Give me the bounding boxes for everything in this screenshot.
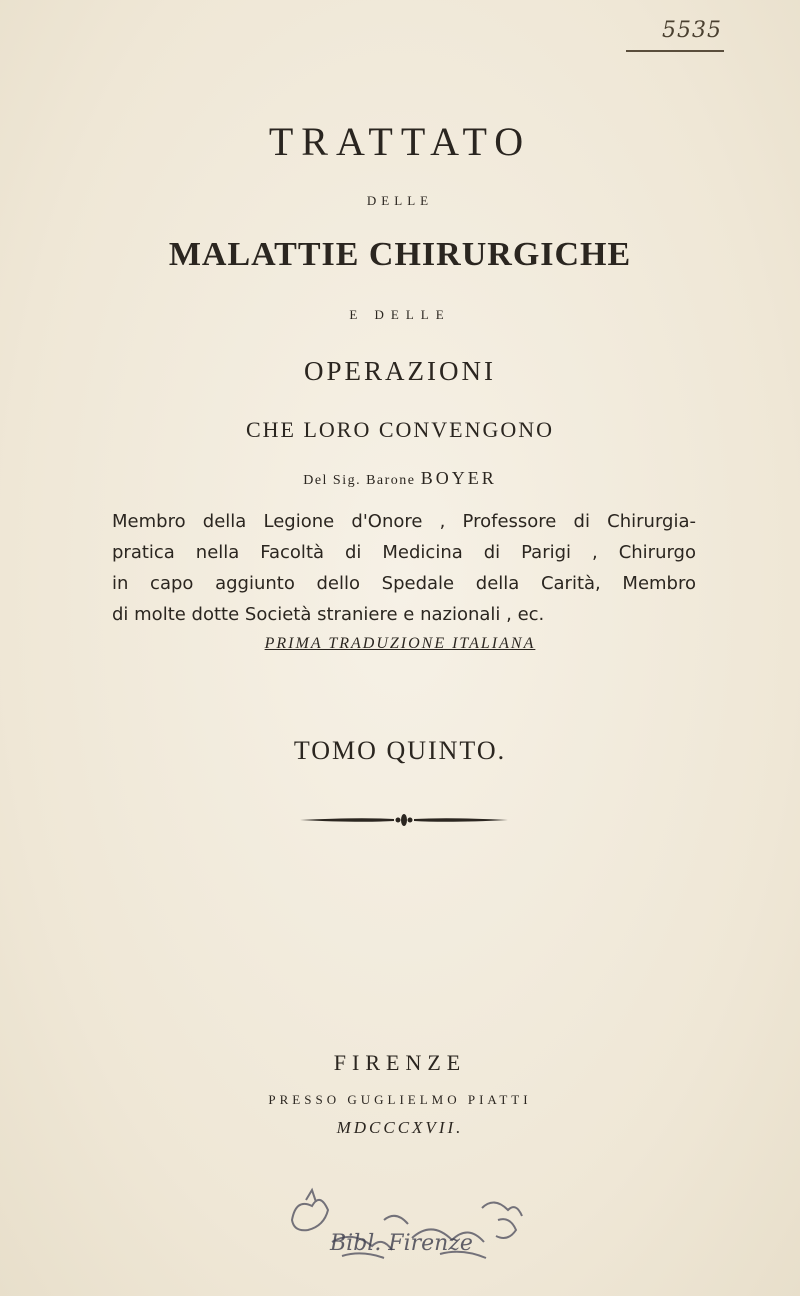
shelfmark: 5535	[662, 18, 722, 43]
stamp-text: Bibl. Firenze	[330, 1231, 473, 1256]
author-name: BOYER	[420, 468, 497, 488]
translation-note	[0, 635, 800, 653]
imprint-city: FIRENZE	[333, 1050, 467, 1075]
description-line: Membro della Legione d'Onore , Professore di Chirurgia-	[112, 511, 696, 532]
title-operazioni: OPERAZIONI	[304, 356, 496, 386]
imprint-year: MDCCCXVII.	[336, 1118, 464, 1137]
description-line: di molte dotte Società straniere e nazionali , ec.	[112, 604, 545, 625]
author-line	[0, 468, 800, 489]
title-e-delle: E DELLE	[349, 307, 451, 322]
book-title: TRATTATO	[268, 119, 532, 164]
volume-number: TOMO QUINTO.	[293, 736, 507, 765]
description-line: pratica nella Facoltà di Medicina di Parigi , Chirurgo	[112, 542, 696, 563]
title-subject: MALATTIE CHIRURGICHE	[168, 236, 632, 273]
library-stamp-icon	[272, 1180, 542, 1270]
imprint-publisher: PRESSO GUGLIELMO PIATTI	[268, 1092, 532, 1107]
title-delle: DELLE	[366, 193, 434, 208]
title-che-loro: CHE LORO CONVENGONO	[245, 417, 555, 442]
translation-text: PRIMA TRADUZIONE ITALIANA	[264, 635, 536, 652]
author-prefix: Del Sig. Barone	[303, 473, 416, 488]
shelfmark-underline	[626, 50, 724, 52]
ornament-rule-icon	[298, 809, 510, 831]
description-line: in capo aggiunto dello Spedale della Carità, Membro	[112, 573, 696, 594]
author-description	[112, 506, 696, 630]
